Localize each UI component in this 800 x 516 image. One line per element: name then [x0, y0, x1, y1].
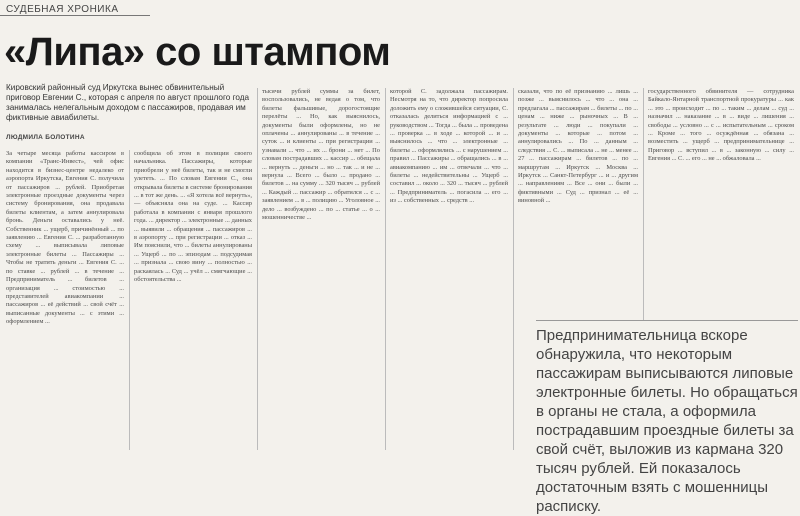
article-column-5: сказали, что по её признанию ... лишь ... позже ... выяснилось ... что ... она ... предлагала ... пассажирам ... билеты ... по ... ценам ... ниже ... рыночных ... В ... результате ... люди ... покупали ... документы ... которые ... потом ... аннулировались ... По ... данным ... следствия ... С. ... выписала ... не ... менее ... 27 ... пассажирам ... билетов ... по ... маршрутам ... Иркутск ... Москва ... Иркутск ... Санкт-Петербург ... и ... другим ... направлениям ... Все ... они ... были ... фиктивными ... Суд ... признал ... её ... виновной ... — [518, 88, 638, 205]
pullquote-rule — [536, 320, 798, 321]
column-divider — [129, 150, 130, 450]
column-divider — [257, 88, 258, 450]
column-divider — [385, 88, 386, 450]
pullquote: Предпринимательница вскоре обнаружила, что некоторым пассажирам выписываются липовые электронные билеты. Но обращаться в органы не стала, а оформила пострадавшим проездные билеты за свой счёт, выложив из кармана 320 тысяч рублей. Ей показалось достаточным взять с мошенницы расписку. — [536, 327, 798, 515]
byline: ЛЮДМИЛА БОЛОТИНА — [6, 134, 85, 141]
rubric-rule — [0, 15, 150, 16]
column-divider — [643, 88, 644, 320]
article-column-1: За четыре месяца работы кассиром в компании «Транс-Инвест», чей офис находится в бизнес-центре недалеко от аэропорта Иркутска, Евгения С. получила от пассажиров ... рублей. Приобретая электронные проездные документы через систему бронирования, она продавала билеты клиентам, а затем аннулировала бронь. Деньги оставались у неё. Собственник ... ущерб, причинённый ... по заявлению ... Евгения С. ... разработанную схему ... выписывала липовые электронные билеты ... Пассажиры ... Чтобы не тратить деньги ... Евгения С. ... по ставке ... рублей ... в течение ... Предприниматель ... билетов ... организация ... стоимостью ... представителей авиакомпании ... пассажиров ... её действий ... свой счёт ... выписанные документы ... с этими ... оформлением ... — [6, 150, 124, 326]
article-column-4: которой С. задолжала пассажирам. Несмотря на то, что директор попросила доложить ему о сложившейся ситуации, С. отказалась делиться информацией с ... руководством ... Тогда ... была ... проведена ... проверка ... в ходе ... которой ... и ... выяснилось ... что ... электронные ... билеты ... оформлялись ... с нарушением ... правил ... Пассажиры ... обращались ... в ... авиакомпанию ... им ... отвечали ... что ... билеты ... недействительны ... Ущерб ... составил ... около ... 320 ... тысяч ... рублей ... Предприниматель ... погасила ... его ... из ... собственных ... средств ... — [390, 88, 508, 205]
lead-paragraph: Кировский районный суд Иркутска вынес обвинительный приговор Евгении С., которая с апреля по август прошлого года занималась нелегальным доходом с пассажиров, продавая им фиктивные авиабилеты. — [6, 83, 250, 122]
article-column-6: государственного обвинителя — сотрудника Байкало-Янтарной транспортной прокуратуры ... как ... это ... происходит ... по ... таким ... делам ... суд ... назначил ... наказание ... в ... виде ... лишения ... свободы ... условно ... с ... испытательным ... сроком ... Кроме ... того ... осуждённая ... обязана ... возместить ... ущерб ... предпринимательнице ... Приговор ... вступил ... в ... законную ... силу ... Евгения ... С. ... его ... не ... обжаловала ... — [648, 88, 794, 163]
article-column-3: тысячи рублей суммы за билет, воспользовались, не ведая о том, что билеты фальшивые, дорогостоящие перелёты ... Но, как выяснилось, документы были оформлены, но не оплачены ... аннулированы ... в течение ... суток ... и клиенты ... при регистрации ... узнавали ... что ... их ... брони ... нет ... По словам пострадавших ... кассир ... обещала ... вернуть ... деньги ... но ... так ... и не ... вернула ... Всего ... было ... продано ... билетов ... на сумму ... 320 тысяч ... рублей ... Каждый ... пассажир ... обратился ... с ... заявлением ... в ... полицию ... Уголовное ... дело ... возбуждено ... по ... статье ... о ... мошенничестве ... — [262, 88, 380, 222]
section-rubric: СУДЕБНАЯ ХРОНИКА — [6, 4, 119, 15]
article-column-2: сообщила об этом в полиции своего начальника. Пассажиры, которые приобрели у неё билеты, так и не смогли улететь. ... По словам Евгении С., она открывала билеты в системе бронирования ... в тот же день. ... «Я хотела всё вернуть», — объясняла она на суде. ... Кассир работала в компании с января прошлого года. ... директор ... электронные ... данных ... выявили ... обращения ... пассажиров ... в аэропорту ... при регистрации ... отказ ... Им пояснили, что ... билеты аннулированы ... Ущерб ... по ... эпизодам ... подсудимая ... признала ... свою вину ... полностью ... раскаялась ... Суд ... учёл ... смягчающие ... обстоятельства ... — [134, 150, 252, 284]
column-divider — [513, 88, 514, 450]
headline: «Липа» со штампом — [4, 30, 391, 74]
